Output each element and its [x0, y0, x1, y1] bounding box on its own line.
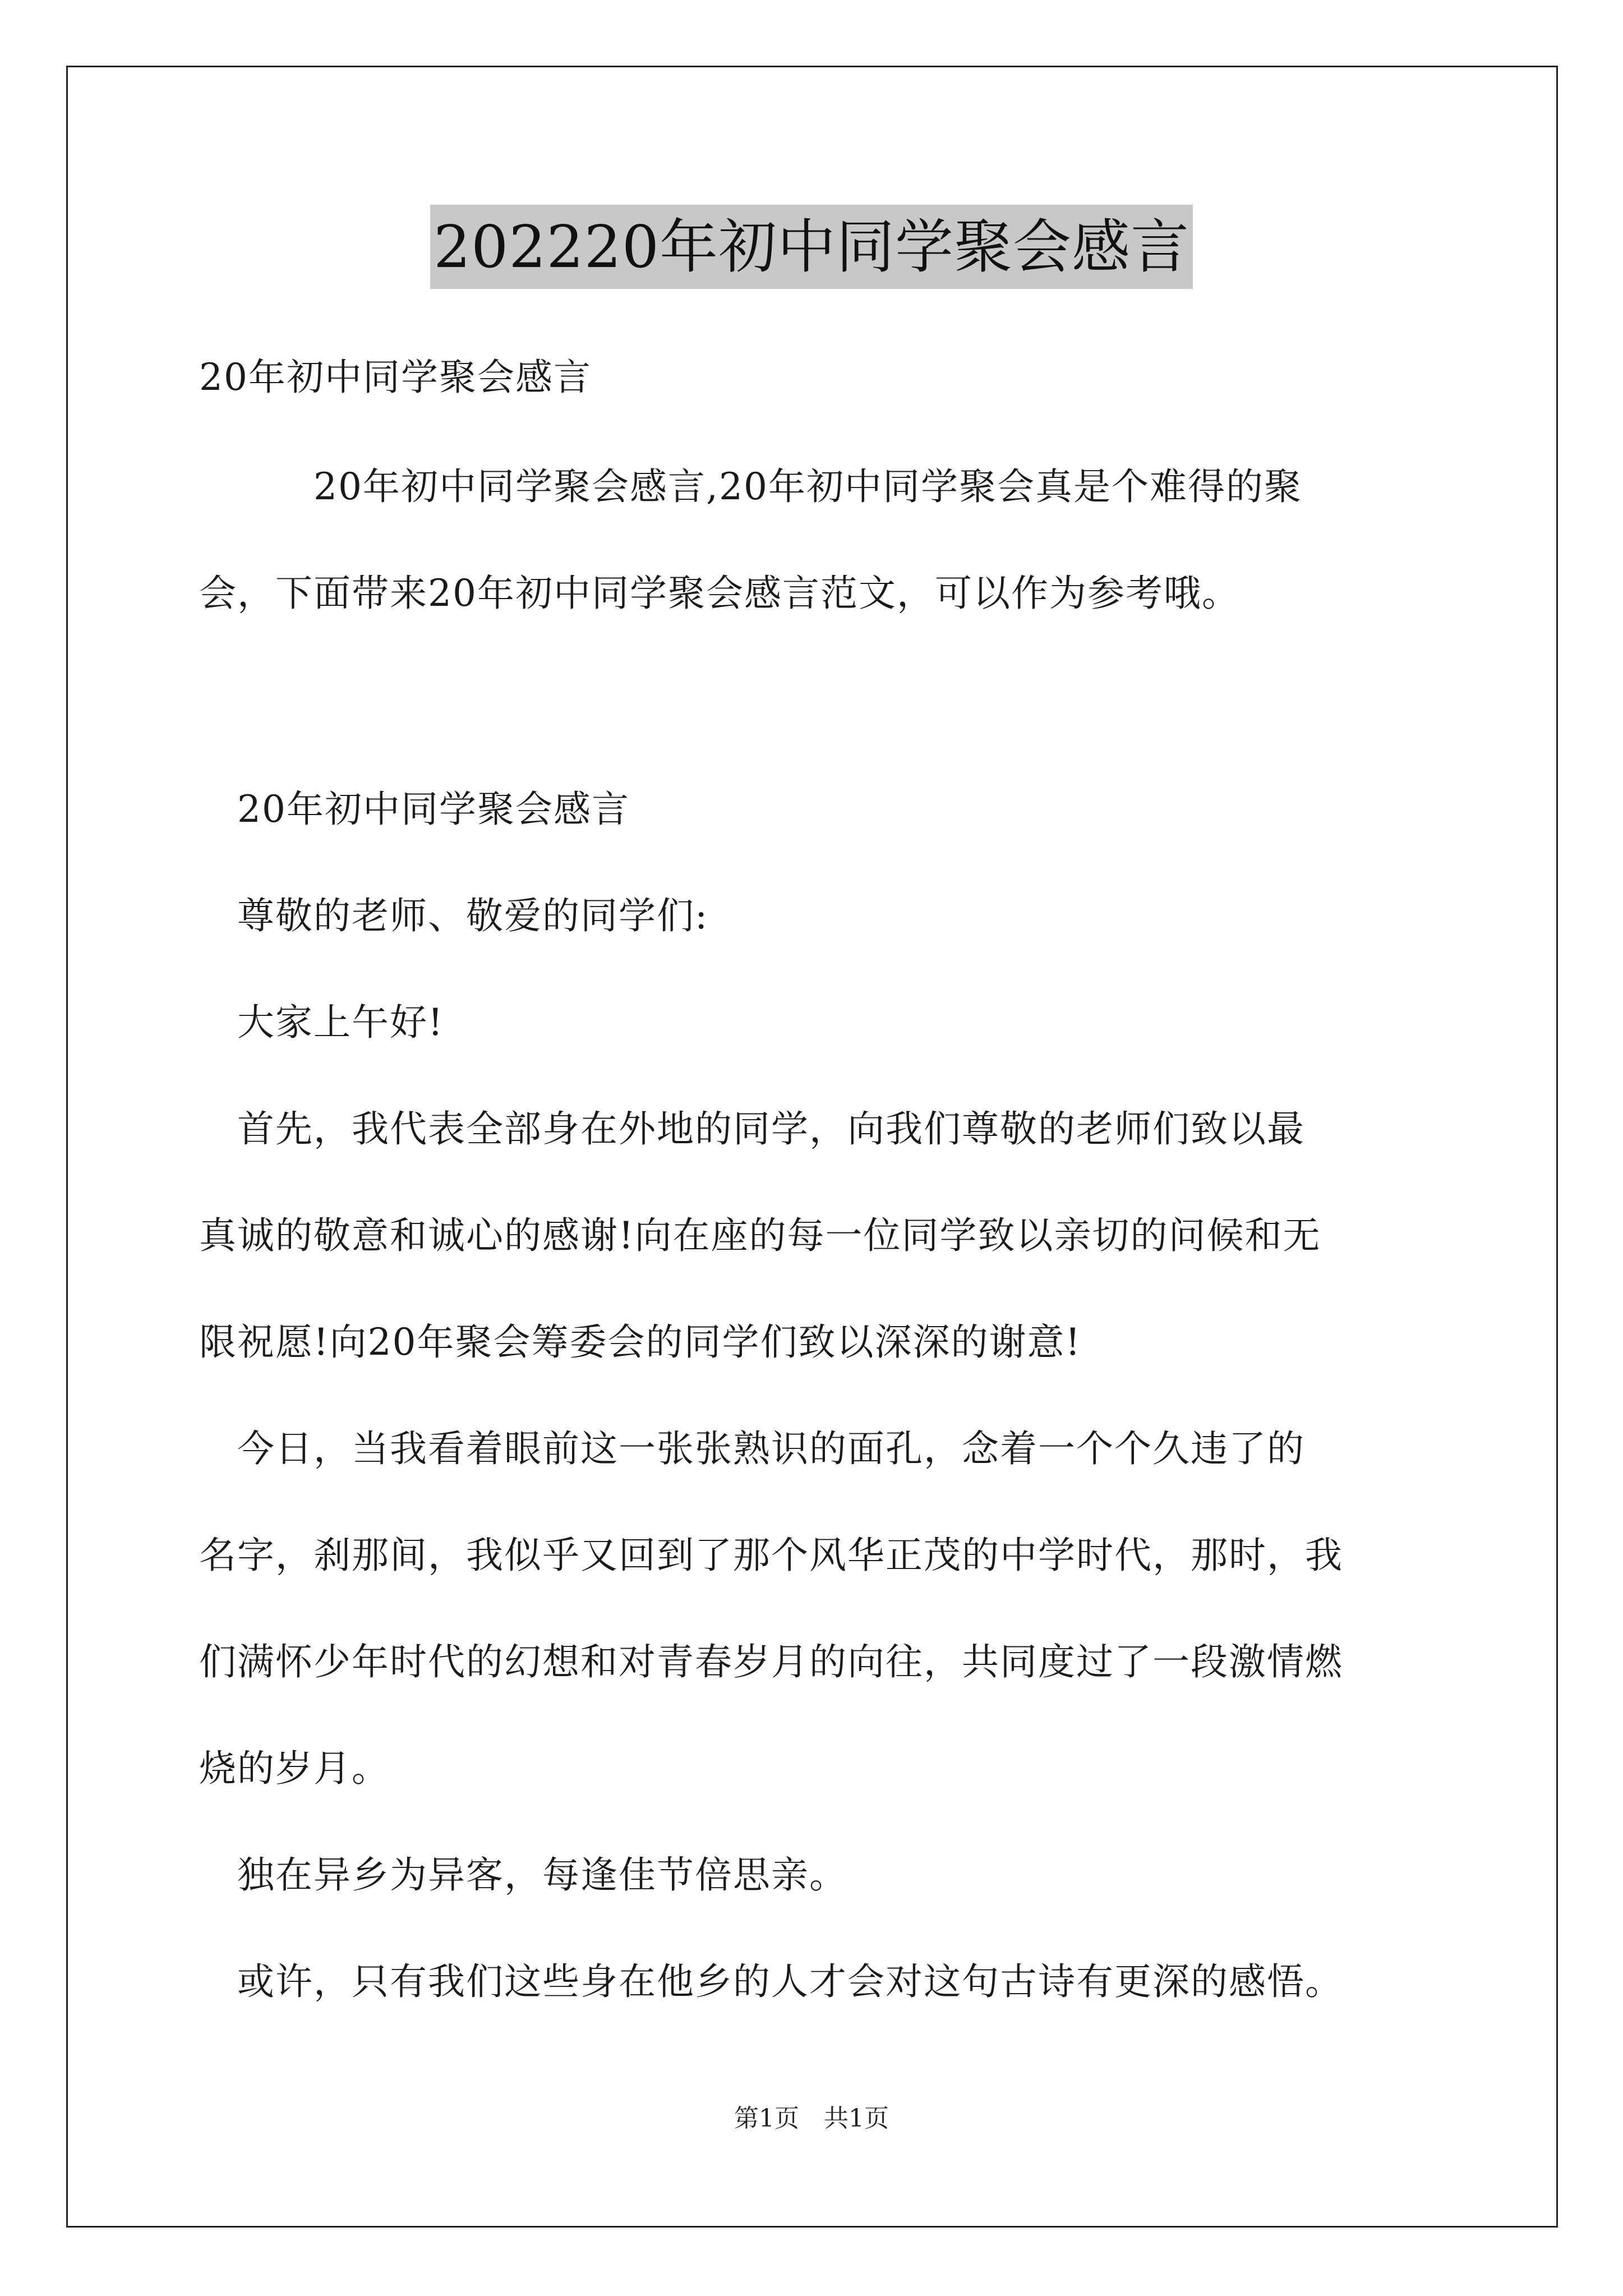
paragraph-line: 尊敬的老师、敬爱的同学们:	[199, 894, 709, 937]
subtitle-line: 20年初中同学聚会感言	[199, 356, 592, 399]
paragraph-line: 20年初中同学聚会感言,20年初中同学聚会真是个难得的聚	[199, 465, 1302, 508]
paragraph-line: 真诚的敬意和诚心的感谢!向在座的每一位同学致以亲切的问候和无	[199, 1214, 1321, 1257]
paragraph-line: 会，下面带来20年初中同学聚会感言范文，可以作为参考哦。	[199, 572, 1240, 615]
paragraph-line: 或许，只有我们这些身在他乡的人才会对这句古诗有更深的感悟。	[199, 1960, 1343, 2003]
paragraph-line: 名字，刹那间，我似乎又回到了那个风华正茂的中学时代，那时，我	[199, 1534, 1343, 1577]
title-container	[0, 205, 1623, 289]
paragraph-line: 今日，当我看着眼前这一张张熟识的面孔，念着一个个久违了的	[199, 1427, 1305, 1470]
paragraph-line: 烧的岁月。	[199, 1747, 390, 1790]
paragraph-line: 独在异乡为异客，每逢佳节倍思亲。	[199, 1853, 847, 1897]
paragraph-line: 20年初中同学聚会感言	[199, 788, 630, 831]
page-number-footer: 第1页 共1页	[734, 2104, 889, 2133]
document-title: 202220年初中同学聚会感言	[430, 205, 1193, 289]
paragraph-line: 大家上午好!	[199, 1001, 444, 1044]
paragraph-line: 限祝愿!向20年聚会筹委会的同学们致以深深的谢意!	[199, 1320, 1082, 1364]
paragraph-line: 们满怀少年时代的幻想和对青春岁月的向往，共同度过了一段激情燃	[199, 1640, 1343, 1683]
paragraph-line: 首先，我代表全部身在外地的同学，向我们尊敬的老师们致以最	[199, 1107, 1305, 1151]
